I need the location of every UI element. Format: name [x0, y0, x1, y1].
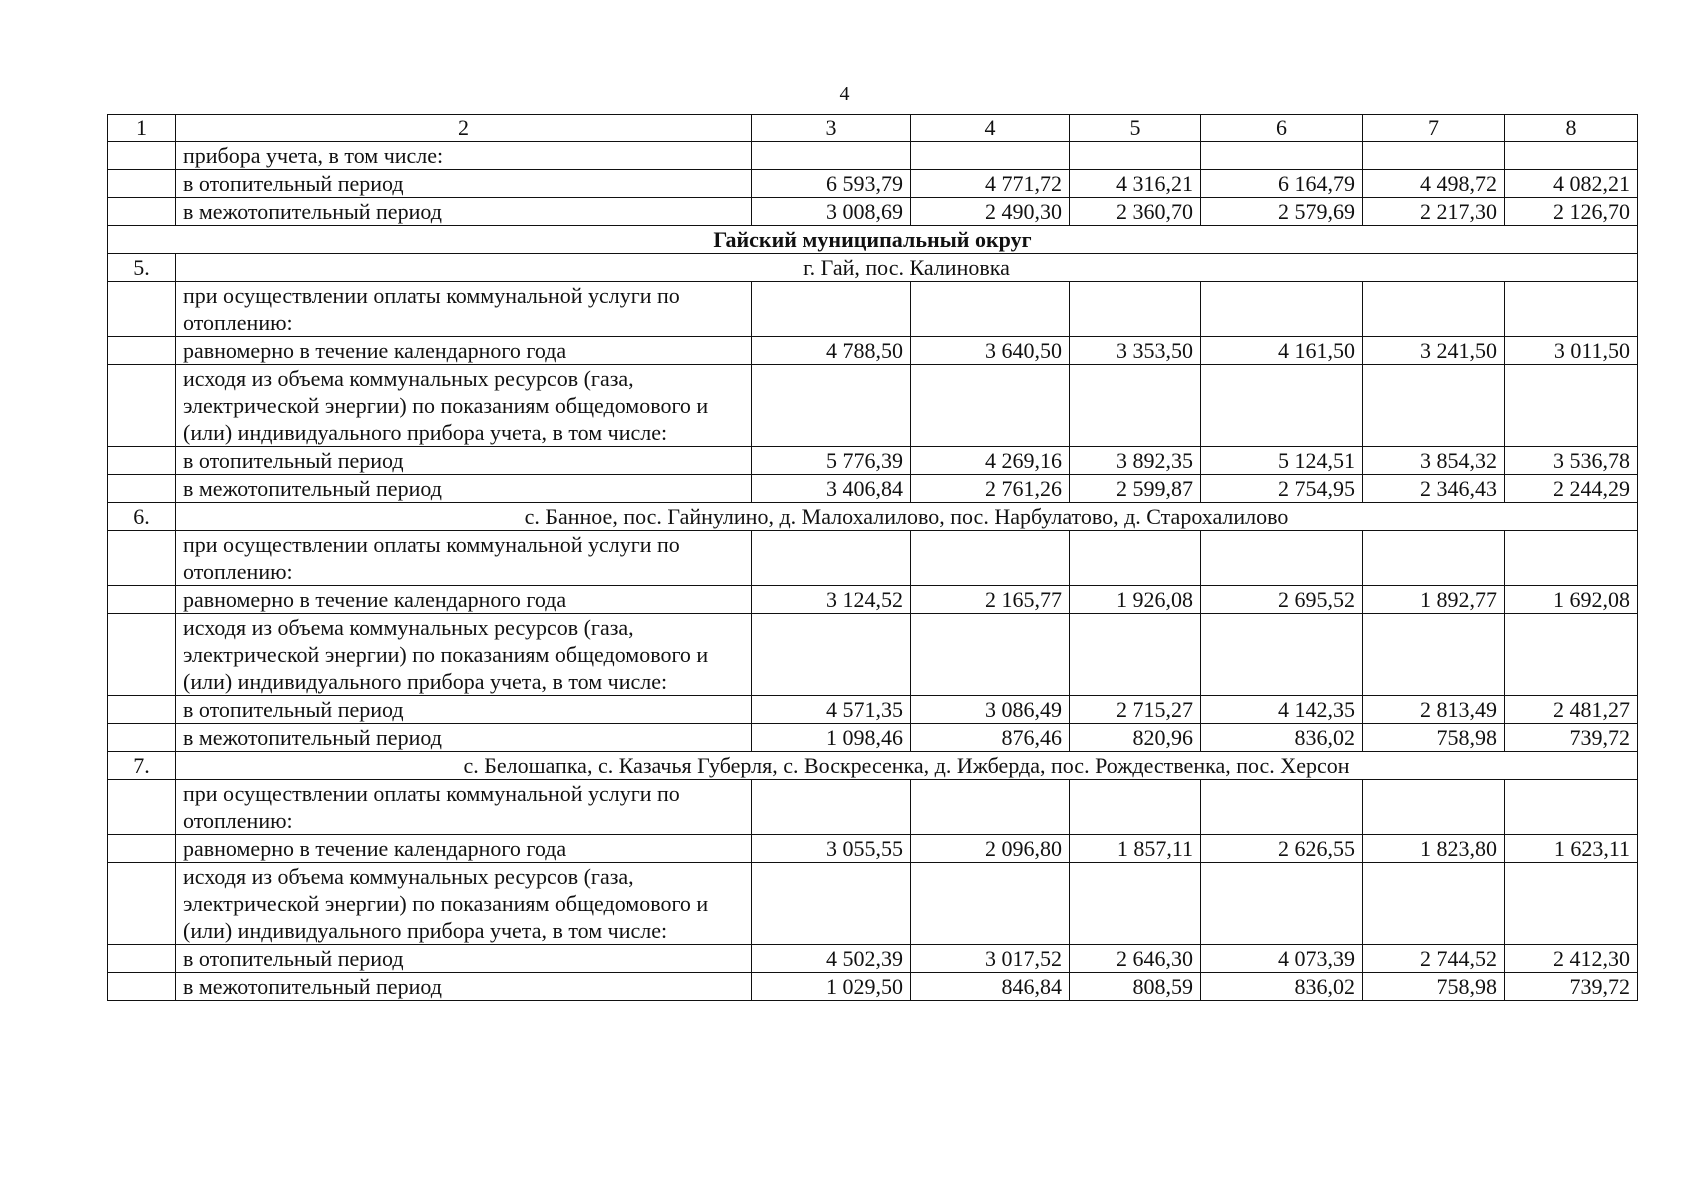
row-number: [108, 973, 176, 1001]
tariff-value: 3 892,35: [1070, 447, 1201, 475]
tariff-value: 1 823,80: [1363, 835, 1505, 863]
tariff-value: [1363, 780, 1505, 835]
row-number: [108, 337, 176, 365]
tariff-value: 2 244,29: [1505, 475, 1638, 503]
tariff-value: [911, 142, 1070, 170]
tariff-value: 2 715,27: [1070, 696, 1201, 724]
row-number: [108, 282, 176, 337]
row-number: [108, 586, 176, 614]
column-number: 1: [108, 115, 176, 142]
row-label: исходя из объема коммунальных ресурсов (газа, электрической энергии) по показаниям общедомового и (или) индивидуального прибора учета, в том числе:: [176, 863, 752, 945]
row-label: равномерно в течение календарного года: [176, 337, 752, 365]
row-number: 5.: [108, 254, 176, 282]
tariff-value: 2 165,77: [911, 586, 1070, 614]
row-label: в межотопительный период: [176, 475, 752, 503]
tariff-value: [911, 780, 1070, 835]
tariff-value: [1201, 614, 1363, 696]
tariff-value: 3 854,32: [1363, 447, 1505, 475]
tariff-value: 2 754,95: [1201, 475, 1363, 503]
tariff-value: 2 695,52: [1201, 586, 1363, 614]
tariff-value: 2 744,52: [1363, 945, 1505, 973]
tariff-value: 4 771,72: [911, 170, 1070, 198]
tariff-value: 2 346,43: [1363, 475, 1505, 503]
table-row: [108, 170, 1638, 198]
tariff-value: 1 892,77: [1363, 586, 1505, 614]
tariff-value: 4 082,21: [1505, 170, 1638, 198]
tariff-value: 4 502,39: [752, 945, 911, 973]
tariff-value: [1070, 863, 1201, 945]
row-number: 6.: [108, 503, 176, 531]
row-label: в межотопительный период: [176, 724, 752, 752]
tariff-value: [911, 531, 1070, 586]
table-row: [108, 475, 1638, 503]
table-row: [108, 586, 1638, 614]
row-label: в межотопительный период: [176, 198, 752, 226]
tariff-value: 3 353,50: [1070, 337, 1201, 365]
tariff-value: 739,72: [1505, 973, 1638, 1001]
table-row: [108, 337, 1638, 365]
settlement-name: г. Гай, пос. Калиновка: [176, 254, 1638, 282]
tariff-value: [1505, 142, 1638, 170]
row-number: [108, 780, 176, 835]
row-label: в отопительный период: [176, 447, 752, 475]
tariff-value: [1363, 142, 1505, 170]
table-row: [108, 835, 1638, 863]
table-row: [108, 531, 1638, 586]
tariff-value: 4 269,16: [911, 447, 1070, 475]
tariff-value: 1 029,50: [752, 973, 911, 1001]
column-number: 6: [1201, 115, 1363, 142]
tariff-value: 4 571,35: [752, 696, 911, 724]
tariff-value: 2 126,70: [1505, 198, 1638, 226]
row-number: [108, 696, 176, 724]
tariff-value: 6 593,79: [752, 170, 911, 198]
row-number: [108, 447, 176, 475]
tariff-value: [911, 365, 1070, 447]
row-number: [108, 724, 176, 752]
table-row: [108, 724, 1638, 752]
table-row: [108, 142, 1638, 170]
tariff-value: [1505, 365, 1638, 447]
row-label: равномерно в течение календарного года: [176, 835, 752, 863]
tariff-value: [1505, 614, 1638, 696]
tariff-value: 2 217,30: [1363, 198, 1505, 226]
tariff-value: 4 161,50: [1201, 337, 1363, 365]
tariff-value: 2 646,30: [1070, 945, 1201, 973]
table-row: [108, 696, 1638, 724]
tariff-value: 4 498,72: [1363, 170, 1505, 198]
tariff-value: [1363, 365, 1505, 447]
tariff-value: [752, 780, 911, 835]
table-row: [108, 198, 1638, 226]
tariff-value: 5 776,39: [752, 447, 911, 475]
tariff-value: [752, 863, 911, 945]
tariff-value: [1201, 365, 1363, 447]
row-label: при осуществлении оплаты коммунальной услуги по отоплению:: [176, 531, 752, 586]
tariff-value: 3 406,84: [752, 475, 911, 503]
table-row: [108, 863, 1638, 945]
row-label: в межотопительный период: [176, 973, 752, 1001]
row-number: [108, 475, 176, 503]
row-number: [108, 365, 176, 447]
tariff-value: 4 788,50: [752, 337, 911, 365]
settlement-name: с. Белошапка, с. Казачья Губерля, с. Воскресенка, д. Ижберда, пос. Рождественка, пос. Херсон: [176, 752, 1638, 780]
tariff-value: 2 579,69: [1201, 198, 1363, 226]
tariff-value: [1505, 780, 1638, 835]
row-number: [108, 835, 176, 863]
tariff-table: [107, 114, 1638, 1001]
table-row: [108, 614, 1638, 696]
tariff-value: 739,72: [1505, 724, 1638, 752]
tariff-value: 836,02: [1201, 724, 1363, 752]
tariff-value: 3 017,52: [911, 945, 1070, 973]
tariff-value: [1363, 282, 1505, 337]
tariff-value: 3 011,50: [1505, 337, 1638, 365]
row-number: [108, 531, 176, 586]
tariff-value: 758,98: [1363, 724, 1505, 752]
row-number: [108, 142, 176, 170]
tariff-value: 2 490,30: [911, 198, 1070, 226]
tariff-value: [911, 863, 1070, 945]
tariff-value: 3 124,52: [752, 586, 911, 614]
tariff-value: [1201, 863, 1363, 945]
tariff-value: 808,59: [1070, 973, 1201, 1001]
tariff-value: [1070, 780, 1201, 835]
tariff-value: 2 813,49: [1363, 696, 1505, 724]
tariff-value: [752, 614, 911, 696]
row-number: 7.: [108, 752, 176, 780]
tariff-value: [1201, 780, 1363, 835]
tariff-value: [752, 282, 911, 337]
tariff-value: [1363, 531, 1505, 586]
tariff-value: 1 692,08: [1505, 586, 1638, 614]
tariff-value: [1070, 282, 1201, 337]
tariff-value: 4 142,35: [1201, 696, 1363, 724]
row-number: [108, 945, 176, 973]
tariff-value: [1505, 282, 1638, 337]
settlement-row: [108, 254, 1638, 282]
tariff-value: [1070, 531, 1201, 586]
tariff-value: 2 096,80: [911, 835, 1070, 863]
table-row: [108, 973, 1638, 1001]
tariff-value: 1 098,46: [752, 724, 911, 752]
tariff-value: [752, 142, 911, 170]
settlement-name: с. Банное, пос. Гайнулино, д. Малохалилово, пос. Нарбулатово, д. Старохалилово: [176, 503, 1638, 531]
table-row: [108, 945, 1638, 973]
tariff-value: [911, 614, 1070, 696]
tariff-value: 4 073,39: [1201, 945, 1363, 973]
table-row: [108, 447, 1638, 475]
tariff-value: 5 124,51: [1201, 447, 1363, 475]
tariff-value: 3 536,78: [1505, 447, 1638, 475]
tariff-value: 758,98: [1363, 973, 1505, 1001]
tariff-value: [1201, 282, 1363, 337]
tariff-value: [1505, 531, 1638, 586]
row-label: в отопительный период: [176, 170, 752, 198]
tariff-value: 2 599,87: [1070, 475, 1201, 503]
settlement-row: [108, 752, 1638, 780]
tariff-value: [1363, 863, 1505, 945]
tariff-value: 2 761,26: [911, 475, 1070, 503]
row-number: [108, 198, 176, 226]
row-number: [108, 614, 176, 696]
tariff-value: 1 623,11: [1505, 835, 1638, 863]
table-row: [108, 365, 1638, 447]
row-label: при осуществлении оплаты коммунальной услуги по отоплению:: [176, 780, 752, 835]
row-number: [108, 170, 176, 198]
tariff-value: 1 857,11: [1070, 835, 1201, 863]
column-number: 7: [1363, 115, 1505, 142]
row-label: в отопительный период: [176, 696, 752, 724]
row-label: при осуществлении оплаты коммунальной услуги по отоплению:: [176, 282, 752, 337]
tariff-value: 4 316,21: [1070, 170, 1201, 198]
tariff-value: 2 626,55: [1201, 835, 1363, 863]
tariff-value: 3 241,50: [1363, 337, 1505, 365]
tariff-value: 820,96: [1070, 724, 1201, 752]
row-label: исходя из объема коммунальных ресурсов (газа, электрической энергии) по показаниям общедомового и (или) индивидуального прибора учета, в том числе:: [176, 365, 752, 447]
district-heading: Гайский муниципальный округ: [108, 226, 1638, 254]
tariff-value: 2 412,30: [1505, 945, 1638, 973]
tariff-value: [752, 365, 911, 447]
table-row: [108, 282, 1638, 337]
row-label: в отопительный период: [176, 945, 752, 973]
column-number: 8: [1505, 115, 1638, 142]
tariff-value: [1201, 142, 1363, 170]
tariff-value: 3 008,69: [752, 198, 911, 226]
tariff-value: [1070, 614, 1201, 696]
tariff-value: [752, 531, 911, 586]
row-label: прибора учета, в том числе:: [176, 142, 752, 170]
page-number: 4: [839, 83, 850, 105]
tariff-value: 3 086,49: [911, 696, 1070, 724]
column-number: 2: [176, 115, 752, 142]
tariff-value: 846,84: [911, 973, 1070, 1001]
tariff-value: 3 055,55: [752, 835, 911, 863]
column-number: 5: [1070, 115, 1201, 142]
tariff-value: [1070, 142, 1201, 170]
settlement-row: [108, 503, 1638, 531]
column-number: 3: [752, 115, 911, 142]
tariff-value: [911, 282, 1070, 337]
tariff-value: 876,46: [911, 724, 1070, 752]
tariff-value: 836,02: [1201, 973, 1363, 1001]
tariff-value: [1070, 365, 1201, 447]
table-row: [108, 780, 1638, 835]
column-number-row: [108, 115, 1638, 142]
row-label: равномерно в течение календарного года: [176, 586, 752, 614]
tariff-value: [1363, 614, 1505, 696]
tariff-value: 2 360,70: [1070, 198, 1201, 226]
tariff-value: 2 481,27: [1505, 696, 1638, 724]
tariff-value: 1 926,08: [1070, 586, 1201, 614]
row-label: исходя из объема коммунальных ресурсов (газа, электрической энергии) по показаниям общедомового и (или) индивидуального прибора учета, в том числе:: [176, 614, 752, 696]
district-heading-row: [108, 226, 1638, 254]
tariff-value: [1201, 531, 1363, 586]
tariff-value: 3 640,50: [911, 337, 1070, 365]
tariff-value: 6 164,79: [1201, 170, 1363, 198]
column-number: 4: [911, 115, 1070, 142]
row-number: [108, 863, 176, 945]
tariff-value: [1505, 863, 1638, 945]
